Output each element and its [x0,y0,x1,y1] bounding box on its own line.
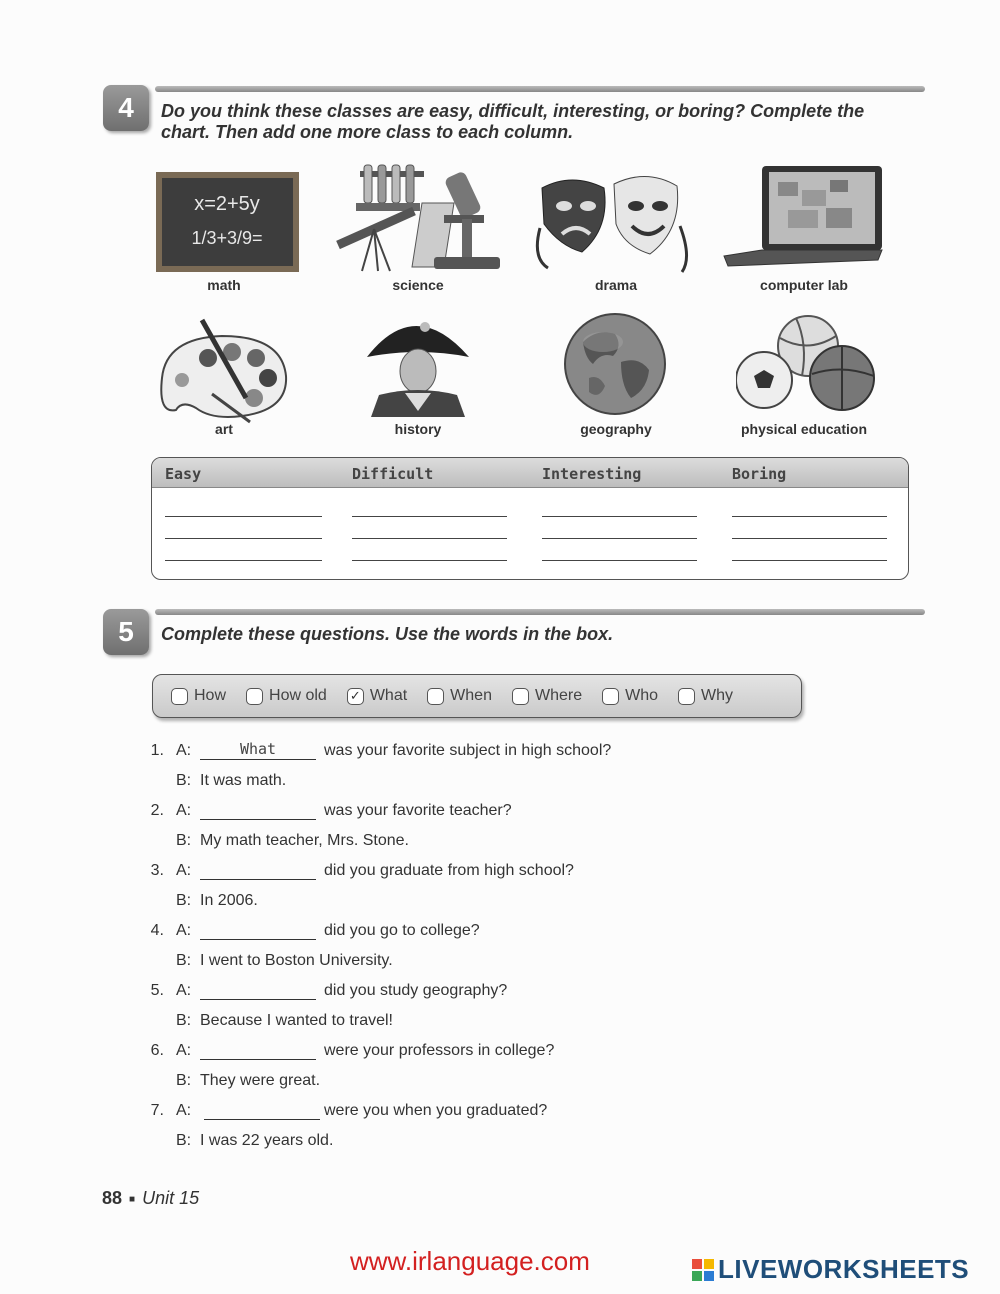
word-label: Where [534,687,583,704]
classes-chart [151,457,909,580]
label-history: history [394,421,442,437]
irlanguage-watermark: www.irlanguage.com [350,1246,590,1276]
chart-answer-line[interactable] [165,560,322,561]
checkbox[interactable] [171,688,188,705]
question-number: 4. [150,922,164,939]
answer-blank-line [200,939,316,940]
label-science: science [392,277,444,293]
label-geography: geography [580,421,652,437]
speaker-a-label: A: [176,922,192,939]
geography-globe-image [563,312,667,416]
word-option-who[interactable] [602,687,658,705]
board-equation-2: 1/3+3/9= [191,228,263,248]
question-text: was your favorite teacher? [324,802,512,819]
chart-header-difficult: Difficult [352,465,434,483]
question-text: were you when you graduated? [324,1102,548,1119]
chart-header-row [152,458,908,488]
speaker-a-label: A: [176,1042,192,1059]
exercise-4-number: 4 [103,85,149,131]
answer-blank-line [200,879,316,880]
exercise-4-instruction [161,101,864,143]
speaker-b-label: B: [176,1012,192,1029]
response-text: In 2006. [200,892,258,909]
speaker-b-label: B: [176,1072,192,1089]
word-option-why[interactable] [678,687,733,705]
question-text: did you go to college? [324,922,480,939]
chart-answer-line[interactable] [352,538,507,539]
speaker-b-label: B: [176,892,192,909]
answer-field[interactable]: What [239,740,277,758]
speaker-a-label: A: [176,1102,192,1119]
math-chalkboard-image [156,172,299,272]
chart-answer-line[interactable] [732,516,887,517]
word-option-when[interactable] [427,687,492,705]
label-drama: drama [594,277,638,293]
response-text: They were great. [200,1072,321,1089]
word-box [152,674,802,718]
chart-answer-line[interactable] [352,560,507,561]
question-number: 2. [150,802,164,819]
speaker-a-label: A: [176,742,192,759]
speaker-b-label: B: [176,832,192,849]
board-equation-1: x=2+5y [194,193,260,215]
answer-blank-line [200,999,316,1000]
speaker-a-label: A: [176,982,192,999]
question-number: 1. [150,742,164,759]
answer-blank-line [204,1119,320,1120]
speaker-b-label: B: [176,1132,192,1149]
word-option-where[interactable] [512,687,582,705]
exercise-4-rule [155,86,925,92]
page-footer [102,1188,199,1209]
exercise-5-instruction: Complete these questions. Use the words in the box. [161,624,614,644]
label-physical-education: physical education [740,421,868,437]
chart-answer-line[interactable] [165,538,322,539]
chart-header-boring: Boring [732,465,787,483]
response-text: I went to Boston University. [200,952,393,969]
response-text: Because I wanted to travel! [200,1012,393,1029]
liveworksheets-brand [692,1254,969,1285]
footer-separator: ■ [129,1194,136,1205]
response-text: My math teacher, Mrs. Stone. [200,832,409,849]
label-computer-lab: computer lab [760,277,848,293]
exercise-5-rule [155,609,925,615]
speaker-a-label: A: [176,862,192,879]
word-label: How old [269,687,327,704]
checkbox[interactable] [512,688,529,705]
speaker-b-label: B: [176,952,192,969]
question-number: 5. [150,982,164,999]
question-text: was your favorite subject in high school? [324,742,612,759]
word-label: How [194,687,227,704]
chart-header-easy: Easy [165,465,202,483]
label-art: art [215,421,233,437]
response-text: It was math. [200,772,287,789]
chart-answer-line[interactable] [542,516,697,517]
question-text: did you study geography? [324,982,508,999]
response-text: I was 22 years old. [200,1132,334,1149]
instruction-line-2: chart. Then add one more class to each column. [161,122,574,142]
answer-blank-line [200,759,316,760]
word-label: What [369,687,408,704]
question-number: 7. [150,1102,164,1119]
word-option-what[interactable] [347,687,407,705]
checkbox[interactable] [678,688,695,705]
answer-blank-line [200,1059,316,1060]
exercise-5-number: 5 [103,609,149,655]
word-label: Why [701,687,733,704]
word-option-how-old[interactable] [246,687,327,705]
speaker-b-label: B: [176,772,192,789]
chart-answer-line[interactable] [732,538,887,539]
chart-answer-line[interactable] [732,560,887,561]
checkbox[interactable] [246,688,263,705]
liveworksheets-text: LIVEWORKSHEETS [718,1254,970,1284]
drama-masks-image [532,168,697,278]
chart-answer-line[interactable] [542,538,697,539]
question-text: were your professors in college? [324,1042,555,1059]
chart-answer-line[interactable] [165,516,322,517]
speaker-a-label: A: [176,802,192,819]
question-number: 6. [150,1042,164,1059]
page-number: 88 [102,1188,123,1208]
word-label: Who [625,687,658,704]
unit-label: Unit 15 [142,1188,200,1208]
art-palette-image [152,318,292,424]
computer-lab-laptop-image [722,164,884,268]
label-math: math [207,277,241,293]
checkbox[interactable] [602,688,619,705]
question-number: 3. [150,862,164,879]
chart-answer-line[interactable] [352,516,507,517]
instruction-line-1: Do you think these classes are easy, difficult, interesting, or boring? Complete the [161,101,865,121]
history-napoleon-image [365,305,471,417]
science-microscope-image [334,163,502,273]
physical-education-balls-image [736,314,876,412]
chart-header-interesting: Interesting [542,465,642,483]
chart-answer-line[interactable] [542,560,697,561]
checkbox[interactable] [427,688,444,705]
liveworksheets-logo-icon [692,1259,714,1281]
answer-blank-line [200,819,316,820]
checkbox-checked[interactable]: ✓ [347,688,364,705]
word-option-how[interactable] [171,687,226,705]
word-label: When [450,687,492,704]
question-text: did you graduate from high school? [324,862,574,879]
